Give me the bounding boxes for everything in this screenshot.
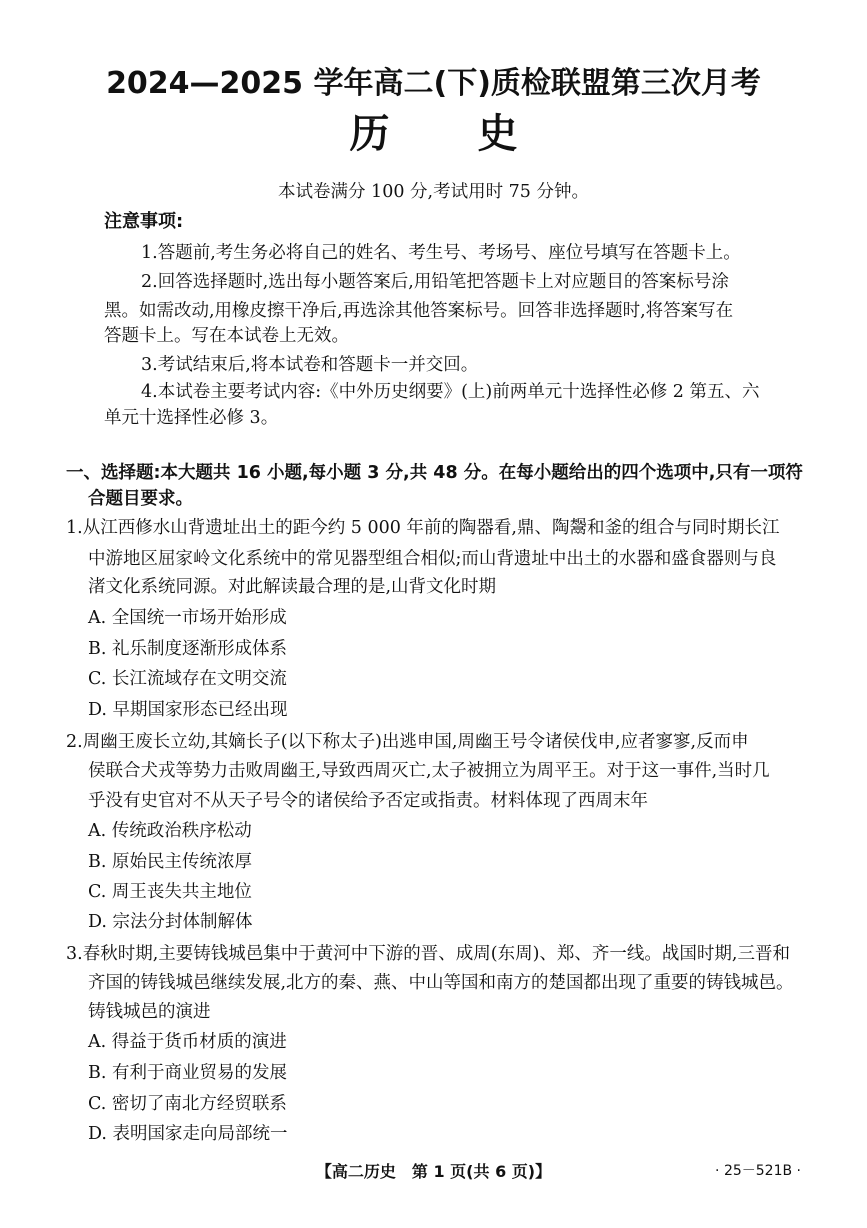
section-heading-cont: 合题目要求。	[88, 489, 193, 509]
page-footer: 【高二历史 第 1 页(共 6 页)】	[315, 1162, 552, 1181]
notice-line: 1.答题前,考生务必将自己的姓名、考生号、考场号、座位号填写在答题卡上。	[141, 243, 741, 263]
option-d: D. 宗法分封体制解体	[88, 912, 253, 932]
notice-heading: 注意事项:	[104, 211, 184, 232]
option-b: B. 原始民主传统浓厚	[88, 852, 252, 872]
exam-intro: 本试卷满分 100 分,考试用时 75 分钟。	[278, 182, 589, 202]
paper-code: · 25－521B ·	[715, 1163, 801, 1179]
question-text: 乎没有史官对不从天子号令的诸侯给予否定或指责。材料体现了西周末年	[88, 791, 648, 811]
section-heading: 一、选择题:本大题共 16 小题,每小题 3 分,共 48 分。在每小题给出的四个选项中,只有一项符	[66, 463, 803, 483]
option-a: A. 得益于货币材质的演进	[88, 1032, 287, 1052]
option-c: C. 长江流域存在文明交流	[88, 669, 287, 689]
subject-title	[0, 102, 867, 159]
question-text: 侯联合犬戎等势力击败周幽王,导致西周灭亡,太子被拥立为周平王。对于这一事件,当时几	[88, 761, 770, 781]
notice-line: 单元十选择性必修 3。	[104, 408, 279, 428]
option-c: C. 周王丧失共主地位	[88, 882, 252, 902]
subject-char-1: 历	[349, 111, 390, 157]
question-text: 铸钱城邑的演进	[88, 1002, 211, 1022]
question-text: 1.从江西修水山背遗址出土的距今约 5 000 年前的陶器看,鼎、陶鬶和釜的组合与同时期长江	[66, 518, 780, 538]
notice-line: 2.回答选择题时,选出每小题答案后,用铅笔把答题卡上对应题目的答案标号涂	[141, 272, 729, 292]
question-text: 中游地区屈家岭文化系统中的常见器型组合相似;而山背遗址中出土的水器和盛食器则与良	[88, 549, 777, 569]
notice-line: 答题卡上。写在本试卷上无效。	[104, 326, 349, 346]
subject-char-2: 史	[477, 111, 518, 157]
option-b: B. 有利于商业贸易的发展	[88, 1063, 287, 1083]
question-text: 渚文化系统同源。对此解读最合理的是,山背文化时期	[88, 577, 497, 597]
option-d: D. 表明国家走向局部统一	[88, 1124, 288, 1144]
notice-line: 3.考试结束后,将本试卷和答题卡一并交回。	[141, 355, 479, 375]
option-b: B. 礼乐制度逐渐形成体系	[88, 639, 287, 659]
question-text: 2.周幽王废长立幼,其嫡长子(以下称太子)出逃申国,周幽王号令诸侯伐申,应者寥寥,反而申	[66, 732, 749, 752]
question-text: 齐国的铸钱城邑继续发展,北方的秦、燕、中山等国和南方的楚国都出现了重要的铸钱城邑。	[88, 973, 794, 993]
option-c: C. 密切了南北方经贸联系	[88, 1094, 287, 1114]
option-a: A. 全国统一市场开始形成	[88, 608, 287, 628]
option-d: D. 早期国家形态已经出现	[88, 700, 288, 720]
question-text: 3.春秋时期,主要铸钱城邑集中于黄河中下游的晋、成周(东周)、郑、齐一线。战国时期,三晋和	[66, 944, 790, 964]
notice-line: 4.本试卷主要考试内容:《中外历史纲要》(上)前两单元十选择性必修 2 第五、六	[141, 382, 760, 402]
option-a: A. 传统政治秩序松动	[88, 821, 252, 841]
exam-title: 2024—2025 学年高二(下)质检联盟第三次月考	[106, 66, 761, 101]
notice-line: 黑。如需改动,用橡皮擦干净后,再选涂其他答案标号。回答非选择题时,将答案写在	[104, 301, 734, 321]
